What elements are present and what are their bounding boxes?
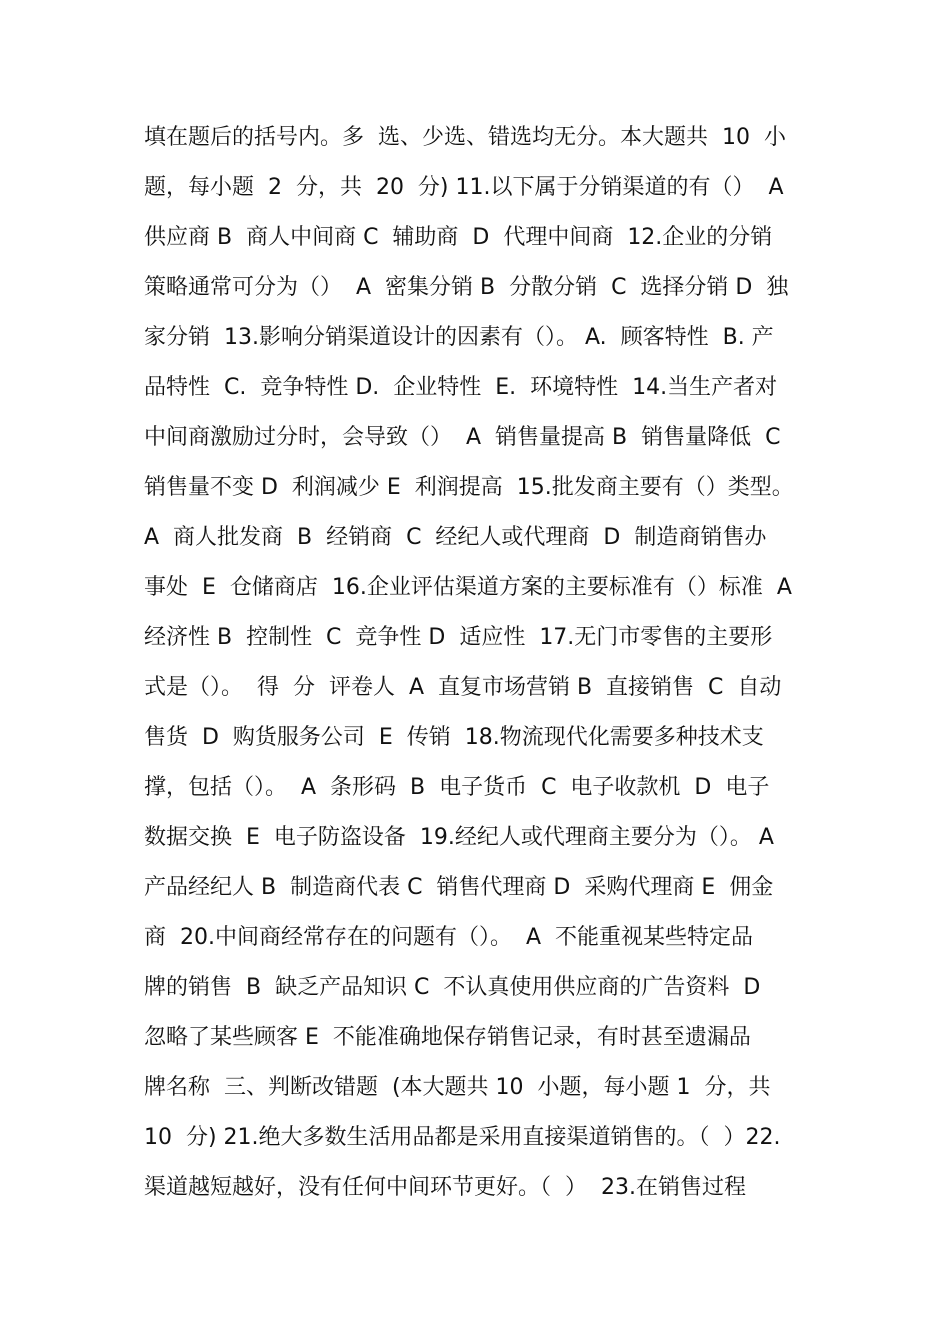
text-line: 撑，包括（）。 A 条形码 B 电子货币 C 电子收款机 D 电子 [144,775,770,800]
document-body-text [144,113,812,1213]
text-line: A 商人批发商 B 经销商 C 经纪人或代理商 D 制造商销售办 [144,525,767,550]
text-line: 牌的销售 B 缺乏产品知识 C 不认真使用供应商的广告资料 D [144,975,761,1000]
text-line: 填在题后的括号内。多 选、少选、错选均无分。本大题共 10 小 [144,125,786,150]
text-line: 式是（）。 得 分 评卷人 A 直复市场营销 B 直接销售 C 自动 [144,675,782,700]
text-line: 销售量不变 D 利润减少 E 利润提高 15.批发商主要有（）类型。 [144,475,794,500]
text-line: 商 20.中间商经常存在的问题有（）。 A 不能重视某些特定品 [144,925,753,950]
text-line: 供应商 B 商人中间商 C 辅助商 D 代理中间商 12.企业的分销 [144,225,773,250]
text-line: 牌名称 三、判断改错题 (本大题共 10 小题，每小题 1 分，共 [144,1075,771,1100]
text-line: 售货 D 购货服务公司 E 传销 18.物流现代化需要多种技术支 [144,725,764,750]
text-line: 策略通常可分为（） A 密集分销 B 分散分销 C 选择分销 D 独 [144,275,789,300]
text-line: 家分销 13.影响分销渠道设计的因素有（）。 A. 顾客特性 B. 产 [144,325,774,350]
text-line: 10 分) 21.绝大多数生活用品都是采用直接渠道销售的。（ ）22. [144,1125,781,1150]
text-line: 产品经纪人 B 制造商代表 C 销售代理商 D 采购代理商 E 佣金 [144,875,774,900]
text-line: 经济性 B 控制性 C 竞争性 D 适应性 17.无门市零售的主要形 [144,625,773,650]
text-line: 数据交换 E 电子防盗设备 19.经纪人或代理商主要分为（）。 A [144,825,774,850]
text-line: 中间商激励过分时，会导致（） A 销售量提高 B 销售量降低 C [144,425,781,450]
text-line: 品特性 C. 竞争特性 D. 企业特性 E. 环境特性 14.当生产者对 [144,375,778,400]
text-line: 题，每小题 2 分，共 20 分) 11.以下属于分销渠道的有（） A [144,175,784,200]
text-line: 渠道越短越好，没有任何中间环节更好。（ ） 23.在销售过程 [144,1175,746,1200]
text-line: 忽略了某些顾客 E 不能准确地保存销售记录，有时甚至遗漏品 [144,1025,751,1050]
text-line: 事处 E 仓储商店 16.企业评估渠道方案的主要标准有（）标准 A [144,575,792,600]
